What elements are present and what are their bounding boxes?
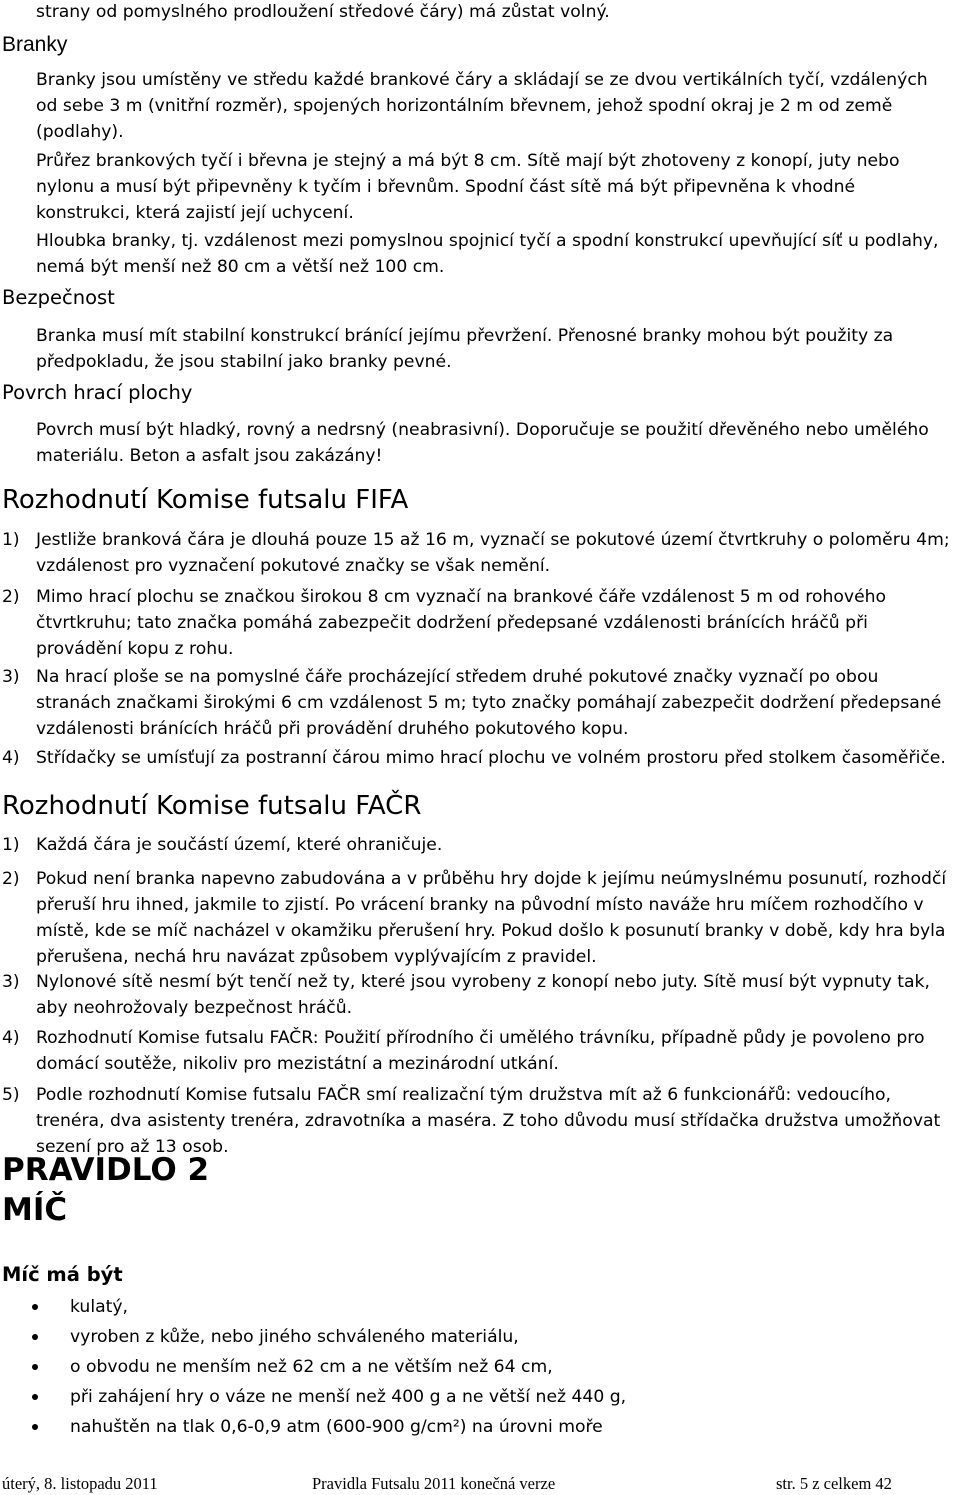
item-number: 2) (2, 869, 20, 889)
branky-paragraph-1: Branky jsou umístěny ve středu každé brankové čáry a skládají se ze dvou vertikálních tyčí, vzdálených od sebe 3 m (vnitřní rozměr), spojených horizontálním břevnem, jehož spodní okraj je 2 m od země (podlahy). (36, 70, 928, 142)
branky-paragraph-2: Průřez brankových tyčí i břevna je stejný a má být 8 cm. Sítě mají být zhotoveny z konopí, juty nebo nylonu a musí být připevněny k tyčím i břevnům. Spodní část sítě má být připevněna k vhodné konstrukci, která zajistí její uchycení. (36, 151, 900, 223)
heading-branky: Branky (2, 33, 68, 56)
item-number: 3) (2, 972, 20, 992)
item-text: Pokud není branka napevno zabudována a v průběhu hry dojde k jejímu neúmyslnému posunutí, rozhodčí přeruší hru ihned, jakmile to zjistí. Po vrácení branky na původní místo naváže hru míčem rozhodčího v místě, kde se míč nacházel v okamžiku přerušení hry. Pokud došlo k posunutí branky v době, kdy hra byla přerušena, nechá hru navázat způsobem vyplývajícím z pravidel. (36, 869, 947, 967)
item-number: 3) (2, 667, 20, 687)
footer-page-number: str. 5 z celkem 42 (776, 1474, 892, 1493)
footer-title: Pravidla Futsalu 2011 konečná verze (312, 1474, 556, 1493)
item-number: 1) (2, 835, 20, 855)
item-text: Střídačky se umísťují za postranní čárou mimo hrací plochu ve volném prostoru před stolkem časoměřiče. (36, 748, 946, 768)
item-number: 4) (2, 1028, 20, 1048)
povrch-paragraph: Povrch musí být hladký, rovný a nedrsný (neabrasivní). Doporučuje se použití dřevěného nebo umělého materiálu. Beton a asfalt jsou zakázány! (36, 420, 929, 466)
heading-mic: Míč má být (2, 1263, 123, 1286)
bullet-icon (32, 1304, 38, 1310)
list-item-text: o obvodu ne menším než 62 cm a ne větším než 64 cm, (70, 1357, 553, 1377)
bezpecnost-paragraph: Branka musí mít stabilní konstrukcí bránící jejímu převržení. Přenosné branky mohou být použity za předpokladu, že jsou stabilní jako branky pevné. (36, 326, 894, 372)
item-text: Rozhodnutí Komise futsalu FAČR: Použití přírodního či umělého trávníku, případně půdy je povoleno pro domácí soutěže, nikoliv pro mezistátní a mezinárodní utkání. (36, 1028, 925, 1074)
pravidlo-number: PRAVIDLO 2 (2, 1152, 210, 1188)
heading-pravidlo (2, 1150, 209, 1230)
item-text: Na hrací ploše se na pomyslné čáře procházející středem druhé pokutové značky vyznačí po obou stranách značkami širokými 6 cm vzdálenost 5 m; tyto značky pomáhají zabezpečit dodržení předepsané vzdálenosti bránících hráčů při provádění druhého pokutového kopu. (36, 667, 942, 739)
item-text: Nylonové sítě nesmí být tenčí než ty, které jsou vyrobeny z konopí nebo juty. Sítě musí být vypnuty tak, aby neohrožovaly bezpečnost hráčů. (36, 972, 930, 1018)
item-text: Mimo hrací plochu se značkou širokou 8 cm vyznačí na brankové čáře vzdálenost 5 m od rohového čtvrtkruhu; tato značka pomáhá zabezpečit dodržení předepsané vzdálenosti bránících hráčů při provádění kopu z rohu. (36, 587, 887, 659)
bullet-icon (32, 1394, 38, 1400)
item-number: 4) (2, 748, 20, 768)
branky-paragraph-3: Hloubka branky, tj. vzdálenost mezi pomyslnou spojnicí tyčí a spodní konstrukcí upevňující síť u podlahy, nemá být menší než 80 cm a větší než 100 cm. (36, 231, 939, 277)
list-item-text: nahuštěn na tlak 0,6-0,9 atm (600-900 g/cm²) na úrovni moře (70, 1417, 603, 1437)
item-number: 1) (2, 530, 20, 550)
list-item-text: při zahájení hry o váze ne menší než 400 g a ne větší než 440 g, (70, 1387, 627, 1407)
item-number: 5) (2, 1085, 20, 1105)
item-text: Jestliže branková čára je dlouhá pouze 15 až 16 m, vyznačí se pokutové území čtvrtkruhy o poloměru 4m; vzdálenost pro vyznačení pokutové značky se však nemění. (36, 530, 950, 576)
bullet-icon (32, 1424, 38, 1430)
bullet-icon (32, 1364, 38, 1370)
list-item-text: vyroben z kůže, nebo jiného schváleného materiálu, (70, 1327, 519, 1347)
bullet-icon (32, 1334, 38, 1340)
heading-fifa: Rozhodnutí Komise futsalu FIFA (2, 485, 409, 515)
item-text: Každá čára je součástí území, které ohraničuje. (36, 835, 443, 855)
intro-line: strany od pomyslného prodloužení středové čáry) má zůstat volný. (36, 2, 610, 22)
list-item-text: kulatý, (70, 1297, 128, 1317)
heading-facr: Rozhodnutí Komise futsalu FAČR (2, 791, 422, 821)
item-number: 2) (2, 587, 20, 607)
footer-date: úterý, 8. listopadu 2011 (2, 1474, 158, 1493)
heading-povrch: Povrch hrací plochy (2, 381, 193, 404)
pravidlo-title: MÍČ (2, 1192, 68, 1228)
heading-bezpecnost: Bezpečnost (2, 286, 115, 309)
item-text: Podle rozhodnutí Komise futsalu FAČR smí realizační tým družstva mít až 6 funkcionářů: vedoucího, trenéra, dva asistenty trenéra, zdravotníka a maséra. Z toho důvodu musí střídačka družstva umožňovat sezení pro až 13 osob. (36, 1085, 941, 1157)
